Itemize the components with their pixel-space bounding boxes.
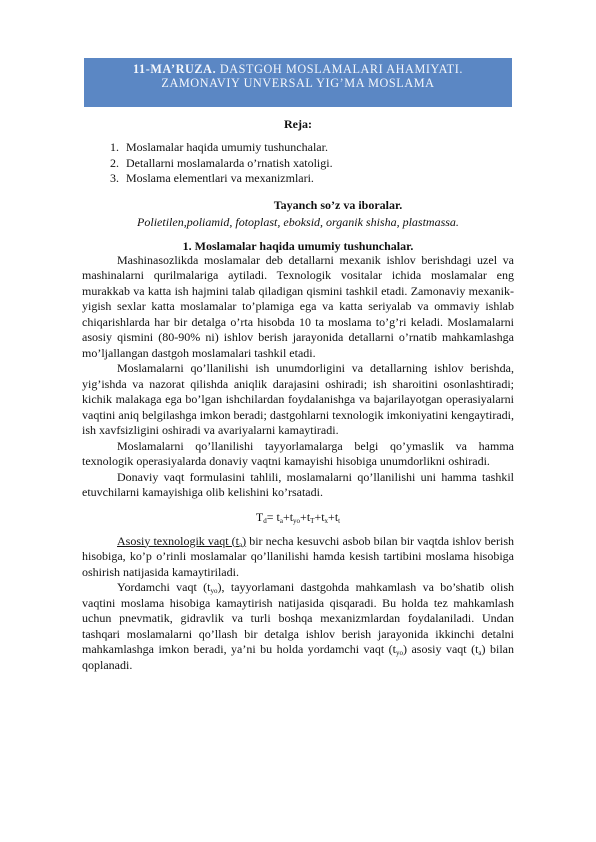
- keywords-heading: Tayanch so’z va iboralar.: [273, 197, 403, 212]
- paragraph-2: Moslamalarni qo’llanilishi ish unumdorligini va detallarning ishlov berishda, yig’ishda va nazorat qilishda aniqlik darajasini oshiradi; ish sharoitini osonlashtiradi; kichik malakaga ega bo’lgan ishchilardan foydalanishga va bajarilayotgan operasiyalarni vaqtini aniq belgilashga imkon beradi; dastgohlarni texnologik imkoniyatini kengaytiradi, ish xavfsizligini oshiradi va avariyalarni kamaytiradi.: [82, 361, 514, 437]
- lecture-title-banner: [84, 58, 512, 107]
- paragraph-6: Yordamchi vaqt $(t_{yo})$, tayyorlamani dastgohda mahkamlash va bo’shatib olish vaqtini moslama hisobiga kamaytirish natijasida qisqaradi. Bu holda tez mahkamlash uchun pnevmatik, gidravlik va turli boshqa mexanizmlardan foydalaniladi. Undan tashqari moslamalarni qo’llash bir detalga ishlov berish jarayonida ikkinchi detalni mahkamlashga imkon beradi, ya’ni bu holda yordamchi vaqt $(t_{yo})$ asosiy vaqt $(t_a)$ bilan qoplanadi.: [82, 580, 514, 672]
- lecture-title-line2: ZAMONAVIY UNVERSAL YIG’MA MOSLAMA: [161, 76, 435, 90]
- paragraph-1: Mashinasozlikda moslamalar deb detallarni mexanik ishlov berishdagi uzel va mashinalarni qurilmalariga aytiladi. Texnologik vositalar ichida moslamalar eng murakkab va katta ish hajmini talab qiladigan qismini tashkil etadi. Zamonaviy mexanik-yigish sexlar katta moslamalar to’plamiga ega va katta seriyalab va ommaviy ishlab chiqarishlarda har bir detalga o’rta hisobda 10 ta moslama to’g’ri keladi. Moslamalarni asosiy qismini (80-90% ni) ishlov berish jarayonida detallarni o’rnatib mahkamlashga mo’ljallangan dastgoh moslamalari tashkil etadi.: [82, 252, 514, 360]
- lecture-title-line1: [90, 62, 506, 76]
- plan-item: 2. Detallarni moslamalarda o’rnatish xatoligi.: [122, 156, 512, 172]
- plan-item: 1. Moslamalar haqida umumiy tushunchalar.: [122, 140, 512, 156]
- lecture-title-text: DASTGOH MOSLAMALARI AHAMIYATI.: [216, 62, 463, 76]
- paragraph-5: Asosiy texnologik vaqt $(t_a)$ bir necha kesuvchi asbob bilan bir vaqtda ishlov berish hisobiga, ko’p o’rinli moslamalar qo’llanilishi hamda kesish tartibini moslama hisobiga oshirish natijasida kamaytiriladi.: [82, 533, 514, 579]
- reja-heading: Reja:: [284, 117, 312, 131]
- paragraph-3: Moslamalarni qo’llanilishi tayyorlamalarga belgi qo’ymaslik va hamma texnologik operasiyalarda donaviy vaqtni kamayishi hisobiga unumdorlikni oshiradi.: [82, 438, 514, 468]
- plan-item: 3. Moslama elementlari va mexanizmlari.: [122, 171, 512, 187]
- lecture-number: 11-MA’RUZA.: [133, 62, 217, 76]
- keywords-list: Polietilen,poliamid, fotoplast, eboksid, organik shisha, plastmassa.: [137, 214, 459, 229]
- time-formula: $T_d= t_a+t_{yo}+t_T+t_x+t_t$: [255, 509, 341, 525]
- paragraph-4: Donaviy vaqt formulasini tahlili, moslamalarni qo’llanilishi uni hamma tashkil etuvchilarni kamayishiga olib kelishini ko’rsatadi.: [82, 469, 514, 499]
- document-page: [84, 58, 512, 673]
- plan-list: [84, 140, 512, 187]
- section-heading: 1. Moslamalar haqida umumiy tushunchalar.: [182, 238, 414, 253]
- main-time-term: Asosiy texnologik vaqt $(t_a)$: [117, 533, 247, 549]
